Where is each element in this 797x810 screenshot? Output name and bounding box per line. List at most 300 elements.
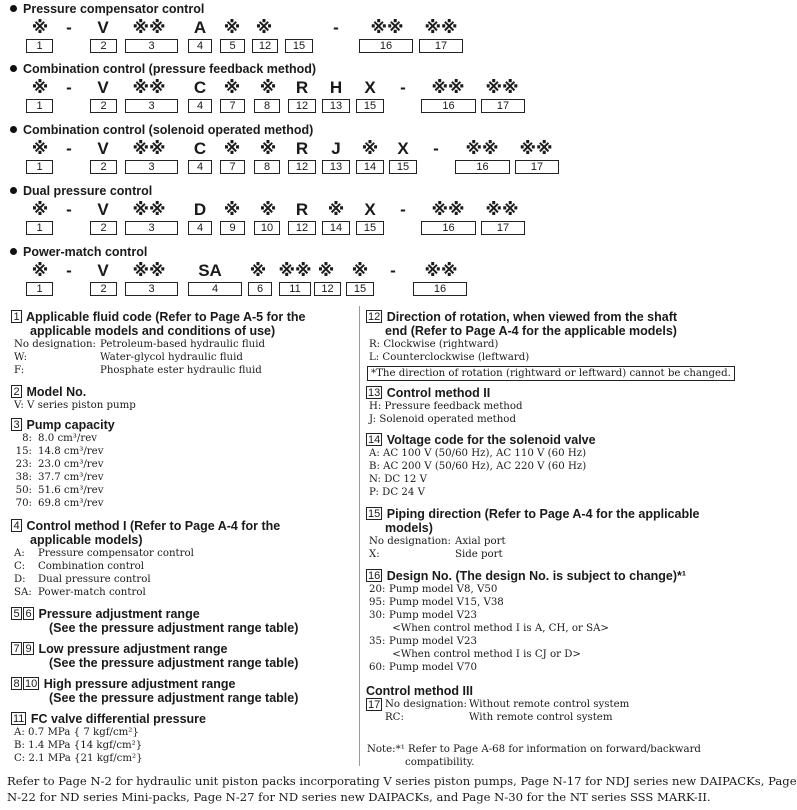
code-char: V bbox=[97, 200, 109, 219]
option-key: 38: bbox=[15, 472, 32, 483]
code-position-box: 12 bbox=[314, 282, 341, 296]
code-position-box: 3 bbox=[125, 282, 178, 296]
section-heading bbox=[11, 607, 298, 635]
option-row bbox=[14, 586, 146, 599]
model-code-row bbox=[0, 19, 711, 37]
option-value: With remote control system bbox=[469, 712, 613, 723]
code-position-box: 16 bbox=[413, 282, 467, 296]
section-heading-text: Piping direction (Refer to Page A-4 for the applicable bbox=[386, 507, 700, 521]
option-key: No designation: bbox=[14, 339, 96, 350]
code-position-box: 1 bbox=[26, 99, 53, 113]
code-char: ※※ bbox=[370, 18, 404, 37]
code-position-box: 10 bbox=[254, 221, 280, 235]
section-heading-line bbox=[366, 684, 473, 698]
code-position-box: 4 bbox=[188, 160, 212, 174]
option-key: 30: bbox=[369, 610, 386, 621]
code-char: ※ bbox=[223, 200, 241, 219]
option-value: C: 2.1 MPa {21 kgf/cm²} bbox=[14, 753, 143, 764]
code-position-box: 7 bbox=[220, 160, 245, 174]
option-row bbox=[369, 413, 516, 426]
code-position-box: 17 bbox=[481, 221, 525, 235]
section-number-box: 5 bbox=[11, 607, 22, 620]
code-position-box: 1 bbox=[26, 160, 53, 174]
code-char: ※ bbox=[31, 18, 49, 37]
code-char: ※※ bbox=[519, 139, 553, 158]
option-value: <When control method I is A, CH, or SA> bbox=[389, 623, 609, 634]
section-heading-text: Control method III bbox=[366, 684, 473, 698]
code-position-box: 16 bbox=[421, 221, 476, 235]
section-heading bbox=[366, 310, 677, 338]
code-position-box: 13 bbox=[322, 160, 350, 174]
option-row bbox=[369, 596, 504, 609]
code-char: ※※ bbox=[424, 261, 458, 280]
code-title-text: Power-match control bbox=[23, 245, 148, 259]
section-heading bbox=[11, 642, 298, 670]
code-position-box: 17 bbox=[419, 39, 463, 53]
code-char: C bbox=[193, 78, 207, 97]
option-value: Pump model V23 bbox=[389, 610, 477, 621]
code-char: X bbox=[364, 78, 376, 97]
code-position-box: 15 bbox=[356, 99, 384, 113]
code-char: - bbox=[66, 200, 72, 219]
code-position-box: 15 bbox=[346, 282, 374, 296]
section-heading-text: (See the pressure adjustment range table) bbox=[49, 621, 299, 635]
option-value: 69.8 cm³/rev bbox=[38, 498, 104, 509]
code-title bbox=[10, 245, 147, 259]
option-row bbox=[369, 635, 477, 648]
code-position-box: 8 bbox=[254, 160, 280, 174]
option-row bbox=[14, 458, 103, 471]
code-position-box: 13 bbox=[322, 99, 350, 113]
bullet-icon bbox=[10, 126, 17, 133]
code-char: ※ bbox=[327, 200, 345, 219]
section-number-box: 7 bbox=[11, 642, 22, 655]
option-value: Pump model V15, V38 bbox=[389, 597, 504, 608]
section-heading-line bbox=[366, 310, 677, 324]
option-row bbox=[369, 535, 506, 548]
code-position-box: 16 bbox=[421, 99, 476, 113]
section-number-box: 1 bbox=[11, 310, 22, 323]
section-heading-line bbox=[11, 519, 280, 533]
footnote-line: compatibility. bbox=[405, 757, 475, 768]
option-row bbox=[369, 548, 503, 561]
section-heading-line bbox=[366, 521, 700, 535]
option-value: 37.7 cm³/rev bbox=[38, 472, 104, 483]
code-position-box: 1 bbox=[26, 39, 53, 53]
code-position-box: 11 bbox=[279, 282, 311, 296]
option-key: No designation: bbox=[369, 536, 451, 547]
section-heading-text: Pressure adjustment range bbox=[38, 607, 200, 621]
section-number-box: 4 bbox=[11, 519, 22, 532]
section-heading-text: Voltage code for the solenoid valve bbox=[386, 433, 596, 447]
code-char: V bbox=[97, 18, 109, 37]
code-char: ※※ bbox=[485, 200, 519, 219]
option-value: L: Counterclockwise (leftward) bbox=[369, 352, 530, 363]
code-char: - bbox=[66, 261, 72, 280]
code-position-box: 5 bbox=[220, 39, 245, 53]
model-code-row bbox=[0, 79, 711, 97]
option-row bbox=[14, 432, 97, 445]
code-title bbox=[10, 184, 152, 198]
code-char: - bbox=[66, 139, 72, 158]
section-heading-line bbox=[366, 507, 700, 521]
option-row bbox=[369, 648, 581, 661]
section-heading-line bbox=[11, 607, 298, 621]
section-heading bbox=[366, 386, 490, 400]
code-char: ※ bbox=[223, 78, 241, 97]
section-heading bbox=[11, 385, 86, 399]
code-char: D bbox=[193, 200, 207, 219]
section-heading bbox=[11, 418, 115, 432]
code-char: R bbox=[295, 200, 309, 219]
code-position-box: 3 bbox=[125, 160, 178, 174]
section-heading-line bbox=[11, 712, 206, 726]
section-heading-line bbox=[11, 324, 305, 338]
section-heading-text: (See the pressure adjustment range table) bbox=[49, 691, 299, 705]
code-char: ※ bbox=[317, 261, 335, 280]
code-position-box: 1 bbox=[26, 282, 53, 296]
option-key: 23: bbox=[15, 459, 32, 470]
code-position-box: 3 bbox=[125, 39, 178, 53]
section-heading-line bbox=[11, 677, 298, 691]
option-row bbox=[369, 661, 477, 674]
option-row bbox=[14, 560, 144, 573]
option-key: C: bbox=[14, 561, 26, 572]
code-position-box: 14 bbox=[356, 160, 384, 174]
section-heading-text: Applicable fluid code (Refer to Page A-5 for the bbox=[26, 310, 306, 324]
section-heading-text: Model No. bbox=[26, 385, 87, 399]
section-heading bbox=[366, 684, 473, 698]
option-value: Petroleum-based hydraulic fluid bbox=[100, 339, 266, 350]
option-row bbox=[369, 473, 427, 486]
code-title bbox=[10, 2, 204, 16]
section-number-box: 15 bbox=[368, 508, 381, 520]
option-row bbox=[369, 486, 425, 499]
code-char: R bbox=[295, 139, 309, 158]
code-position-box: 2 bbox=[90, 39, 117, 53]
rotation-note: *The direction of rotation (rightward or leftward) cannot be changed. bbox=[367, 366, 735, 381]
code-position-box: 2 bbox=[90, 282, 117, 296]
section-heading-line bbox=[366, 324, 677, 338]
section-number-box: 2 bbox=[11, 385, 22, 398]
section-heading bbox=[11, 712, 206, 726]
code-char: C bbox=[193, 139, 207, 158]
code-char: ※※ bbox=[424, 18, 458, 37]
code-position-box: 4 bbox=[188, 221, 212, 235]
option-value: Combination control bbox=[38, 561, 145, 572]
code-char: ※ bbox=[223, 139, 241, 158]
option-row bbox=[14, 739, 142, 752]
section-heading-text: applicable models) bbox=[30, 533, 143, 547]
code-char: X bbox=[397, 139, 409, 158]
option-row bbox=[14, 445, 103, 458]
option-key: 95: bbox=[369, 597, 386, 608]
section-heading-line bbox=[366, 386, 490, 400]
option-value: 23.0 cm³/rev bbox=[38, 459, 104, 470]
section-heading bbox=[11, 519, 280, 547]
option-value: B: AC 200 V (50/60 Hz), AC 220 V (60 Hz) bbox=[369, 461, 587, 472]
section-number-box: 17 bbox=[368, 699, 381, 711]
code-char: ※※ bbox=[485, 78, 519, 97]
code-position-box: 14 bbox=[322, 221, 350, 235]
code-title bbox=[10, 62, 316, 76]
footer-line: Refer to Page N-2 for hydraulic unit piston packs incorporating V series piston pumps, Page N-17 for NDJ series new DAIPACKs, Page bbox=[7, 774, 797, 788]
code-title-text: Dual pressure control bbox=[23, 184, 153, 198]
code-position-box: 15 bbox=[356, 221, 384, 235]
section-heading-text: Control method I (Refer to Page A-4 for the bbox=[26, 519, 281, 533]
bullet-icon bbox=[10, 65, 17, 72]
code-position-box: 2 bbox=[90, 99, 117, 113]
code-position-box: 4 bbox=[188, 99, 212, 113]
option-value: B: 1.4 MPa {14 kgf/cm²} bbox=[14, 740, 143, 751]
section-heading-line bbox=[366, 569, 686, 583]
code-char: ※ bbox=[259, 78, 277, 97]
code-char: ※※ bbox=[132, 200, 166, 219]
section-heading-line bbox=[11, 656, 298, 670]
code-position-box: 6 bbox=[248, 282, 272, 296]
option-value: 51.6 cm³/rev bbox=[38, 485, 104, 496]
section-heading-text: (See the pressure adjustment range table) bbox=[49, 656, 299, 670]
option-row bbox=[14, 338, 265, 351]
option-value: Axial port bbox=[455, 536, 506, 547]
section-heading bbox=[366, 507, 700, 535]
code-char: ※ bbox=[259, 139, 277, 158]
section-number-box: 13 bbox=[368, 387, 381, 399]
option-key: RC: bbox=[385, 712, 404, 723]
code-position-box: 15 bbox=[285, 39, 313, 53]
code-char: ※※ bbox=[132, 78, 166, 97]
option-key: SA: bbox=[14, 587, 32, 598]
option-value: Phosphate ester hydraulic fluid bbox=[100, 365, 262, 376]
code-char: - bbox=[390, 261, 396, 280]
section-heading-text: applicable models and conditions of use) bbox=[30, 324, 276, 338]
section-heading-text: Direction of rotation, when viewed from the shaft bbox=[386, 310, 678, 324]
option-value: Pump model V70 bbox=[389, 662, 477, 673]
option-value: V: V series piston pump bbox=[14, 400, 136, 411]
code-char: ※ bbox=[255, 18, 273, 37]
section-heading bbox=[11, 677, 298, 705]
code-char: V bbox=[97, 78, 109, 97]
code-position-box: 12 bbox=[288, 99, 316, 113]
code-char: X bbox=[364, 200, 376, 219]
option-value: 8.0 cm³/rev bbox=[38, 433, 97, 444]
option-value: <When control method I is CJ or D> bbox=[389, 649, 581, 660]
option-key: 50: bbox=[15, 485, 32, 496]
code-position-box: 4 bbox=[188, 282, 242, 296]
option-row bbox=[369, 460, 586, 473]
bullet-icon bbox=[10, 187, 17, 194]
model-code-row bbox=[0, 140, 711, 158]
section-number-box: 14 bbox=[368, 434, 381, 446]
option-value: Without remote control system bbox=[469, 699, 630, 710]
footer-line: N-22 for ND series Mini-packs, Page N-27 for ND series new DAIPACKs, and Page N-30 for the NT series SSS MARK-II. bbox=[7, 790, 711, 804]
code-position-box: 3 bbox=[125, 99, 178, 113]
section-heading-text: end (Refer to Page A-4 for the applicable models) bbox=[385, 324, 677, 338]
code-position-box: 4 bbox=[188, 39, 212, 53]
code-char: ※※ bbox=[431, 200, 465, 219]
section-heading-line bbox=[11, 418, 115, 432]
option-value: P: DC 24 V bbox=[369, 487, 425, 498]
section-number-box: 6 bbox=[23, 607, 34, 620]
code-position-box: 12 bbox=[252, 39, 278, 53]
option-row bbox=[14, 351, 243, 364]
option-value: Power-match control bbox=[38, 587, 146, 598]
option-row bbox=[14, 364, 262, 377]
option-row bbox=[14, 497, 103, 510]
section-heading bbox=[11, 310, 305, 338]
code-position-box: 15 bbox=[389, 160, 417, 174]
option-row bbox=[14, 726, 139, 739]
option-value: Pump model V8, V50 bbox=[389, 584, 498, 595]
section-heading-text: models) bbox=[385, 521, 433, 535]
option-row bbox=[369, 622, 609, 635]
option-row bbox=[385, 711, 613, 724]
code-title bbox=[10, 123, 313, 137]
option-key: 35: bbox=[369, 636, 386, 647]
option-value: A: 0.7 MPa { 7 kgf/cm²} bbox=[14, 727, 139, 738]
code-char: ※ bbox=[31, 261, 49, 280]
code-position-box: 16 bbox=[359, 39, 413, 53]
code-char: V bbox=[97, 139, 109, 158]
section-heading-line bbox=[11, 642, 298, 656]
option-key: No designation: bbox=[385, 699, 467, 710]
section-heading-text: FC valve differential pressure bbox=[30, 712, 206, 726]
option-row bbox=[369, 351, 529, 364]
option-value: H: Pressure feedback method bbox=[369, 401, 523, 412]
footnote-line: Note:*¹ Refer to Page A-68 for information on forward/backward bbox=[367, 744, 701, 755]
option-row bbox=[385, 698, 629, 711]
code-char: ※※ bbox=[132, 261, 166, 280]
section-number-box: 16 bbox=[368, 570, 381, 582]
code-title-text: Combination control (pressure feedback method) bbox=[23, 62, 317, 76]
code-title-text: Pressure compensator control bbox=[23, 2, 205, 16]
option-row bbox=[369, 338, 498, 351]
option-row bbox=[14, 471, 103, 484]
section-heading-line bbox=[11, 691, 298, 705]
code-position-box: 2 bbox=[90, 160, 117, 174]
section-heading-line bbox=[366, 433, 596, 447]
option-key: 15: bbox=[15, 446, 32, 457]
code-char: - bbox=[433, 139, 439, 158]
section-number-box: 10 bbox=[25, 678, 38, 690]
section-heading-text: High pressure adjustment range bbox=[43, 677, 236, 691]
code-char: R bbox=[295, 78, 309, 97]
option-value: N: DC 12 V bbox=[369, 474, 427, 485]
code-title-text: Combination control (solenoid operated method) bbox=[23, 123, 314, 137]
option-value: Dual pressure control bbox=[38, 574, 151, 585]
code-char: ※ bbox=[361, 139, 379, 158]
code-position-box: 17 bbox=[515, 160, 559, 174]
bullet-icon bbox=[10, 248, 17, 255]
code-char: - bbox=[333, 18, 339, 37]
code-char: - bbox=[66, 18, 72, 37]
column-divider bbox=[359, 306, 360, 766]
code-char: - bbox=[400, 78, 406, 97]
code-char: ※ bbox=[31, 78, 49, 97]
option-value: Pump model V23 bbox=[389, 636, 477, 647]
bullet-icon bbox=[10, 5, 17, 12]
section-heading-line bbox=[11, 621, 298, 635]
code-char: - bbox=[66, 78, 72, 97]
option-key: F: bbox=[14, 365, 25, 376]
code-char: ※ bbox=[249, 261, 267, 280]
section-heading-line bbox=[11, 385, 86, 399]
code-char: ※※ bbox=[431, 78, 465, 97]
code-position-box: 7 bbox=[220, 99, 245, 113]
code-char: A bbox=[193, 18, 207, 37]
code-char: ※※ bbox=[278, 261, 312, 280]
option-key: X: bbox=[369, 549, 380, 560]
code-char: H bbox=[329, 78, 343, 97]
code-position-box: 9 bbox=[220, 221, 245, 235]
option-row bbox=[369, 400, 523, 413]
option-key: 8: bbox=[22, 433, 32, 444]
section-heading-text: Control method II bbox=[386, 386, 491, 400]
option-value: Pressure compensator control bbox=[38, 548, 194, 559]
code-position-box: 12 bbox=[288, 160, 316, 174]
section-heading-line bbox=[11, 533, 280, 547]
code-char: ※ bbox=[259, 200, 277, 219]
code-char: ※※ bbox=[132, 139, 166, 158]
option-key: 70: bbox=[15, 498, 32, 509]
code-char: J bbox=[331, 139, 341, 158]
option-row bbox=[369, 447, 586, 460]
option-key: W: bbox=[14, 352, 28, 363]
option-value: Side port bbox=[455, 549, 503, 560]
code-char: SA bbox=[198, 261, 222, 280]
code-char: ※ bbox=[31, 139, 49, 158]
section-number-box: 11 bbox=[13, 713, 25, 725]
option-value: 14.8 cm³/rev bbox=[38, 446, 104, 457]
code-char: ※ bbox=[31, 200, 49, 219]
code-char: ※ bbox=[351, 261, 369, 280]
code-position-box: 8 bbox=[254, 99, 280, 113]
option-key: A: bbox=[14, 548, 25, 559]
option-row bbox=[14, 573, 151, 586]
option-key: 20: bbox=[369, 584, 386, 595]
option-row bbox=[14, 752, 143, 765]
option-value: A: AC 100 V (50/60 Hz), AC 110 V (60 Hz) bbox=[369, 448, 587, 459]
option-value: J: Solenoid operated method bbox=[369, 414, 516, 425]
option-row bbox=[14, 547, 194, 560]
option-row bbox=[369, 609, 477, 622]
option-key: 60: bbox=[369, 662, 386, 673]
code-char: ※※ bbox=[132, 18, 166, 37]
section-heading-text: Design No. (The design No. is subject to change)*¹ bbox=[386, 569, 687, 583]
section-heading-text: Low pressure adjustment range bbox=[38, 642, 228, 656]
code-position-box: 2 bbox=[90, 221, 117, 235]
section-heading bbox=[366, 569, 686, 583]
section-number-box: 9 bbox=[23, 642, 34, 655]
section-number-box: 8 bbox=[11, 677, 22, 690]
option-row bbox=[369, 583, 497, 596]
code-char: ※ bbox=[223, 18, 241, 37]
option-value: R: Clockwise (rightward) bbox=[369, 339, 499, 350]
option-key: D: bbox=[14, 574, 26, 585]
option-row bbox=[14, 399, 136, 412]
option-value: Water-glycol hydraulic fluid bbox=[100, 352, 243, 363]
code-position-box: 17 bbox=[481, 99, 525, 113]
section-heading-line bbox=[11, 310, 305, 324]
code-position-box: 16 bbox=[455, 160, 510, 174]
section-heading bbox=[366, 433, 596, 447]
code-position-box: 12 bbox=[288, 221, 316, 235]
section-heading-text: Pump capacity bbox=[26, 418, 115, 432]
code-char: - bbox=[400, 200, 406, 219]
model-code-row bbox=[0, 262, 711, 280]
option-row bbox=[14, 484, 103, 497]
code-char: ※※ bbox=[465, 139, 499, 158]
